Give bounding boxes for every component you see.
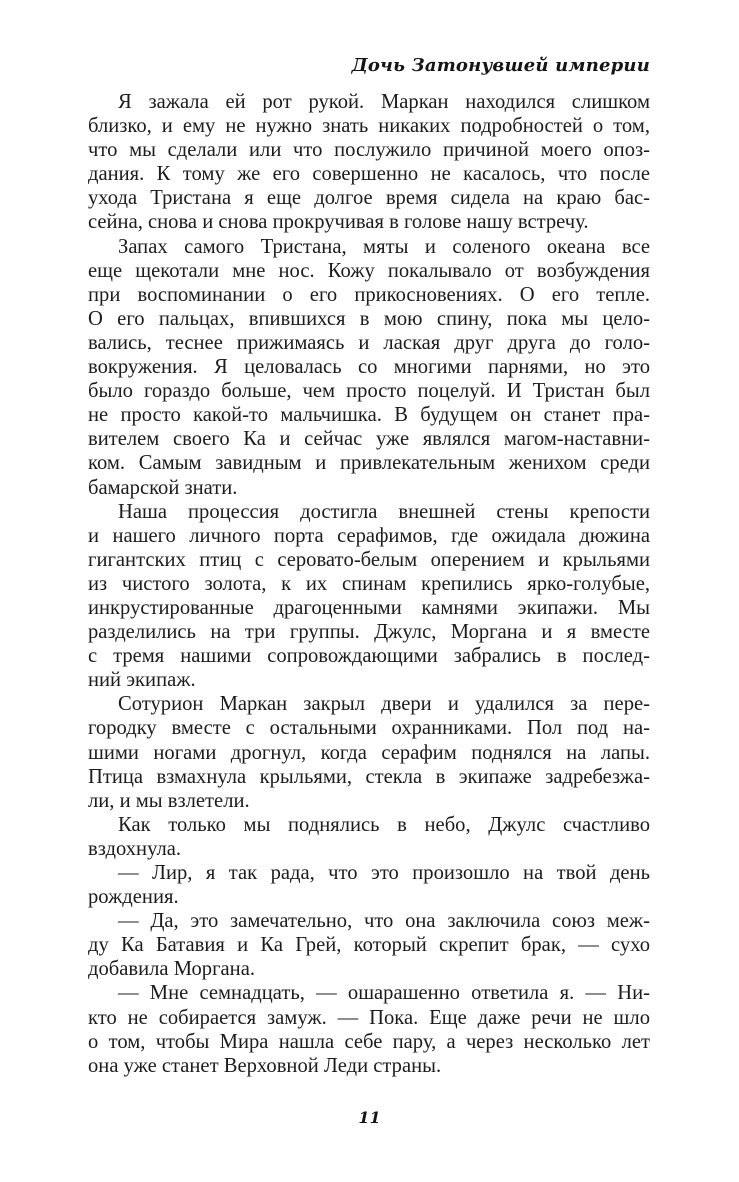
text-line: — Да, это замечательно, что она заключила союз меж- [118, 910, 650, 933]
text-line: Сотурион Маркан закрыл двери и удалился за пере- [118, 693, 650, 716]
text-line: добавила Моргана. [88, 958, 255, 981]
text-line: о том, чтобы Мира нашла себе пару, а через несколько лет [88, 1030, 650, 1053]
text-line: она уже станет Верховной Леди страны. [88, 1054, 442, 1077]
text-line: при воспоминании о его прикосновениях. О его тепле. [88, 283, 650, 306]
paragraph [88, 813, 650, 861]
paragraph [88, 861, 650, 909]
text-line: инкрустированные драгоценными камнями экипажи. Мы [88, 596, 650, 619]
text-line: Наша процессия достигла внешней стены крепости [118, 500, 650, 523]
text-line: дания. К тому же его совершенно не касалось, что после [88, 163, 650, 186]
text-line: вителем своего Ка и сейчас уже являлся магом-наставни- [88, 428, 650, 451]
text-line: близко, и ему не нужно знать никаких подробностей о том, [88, 115, 650, 138]
text-line: рождения. [88, 886, 179, 909]
paragraph [88, 500, 650, 693]
text-line: из чистого золота, к их спинам крепились ярко-голубые, [88, 572, 650, 595]
text-line: вокружения. Я целовалась со многими парнями, но это [88, 356, 650, 379]
text-line: — Лир, я так рада, что это произошло на твой день [118, 862, 650, 884]
text-line: ду Ка Батавия и Ка Грей, который скрепит брак, — сухо [88, 934, 650, 957]
text-line: ухода Тристана я еще долгое время сидела на краю бас- [88, 187, 650, 210]
text-line: было гораздо больше, чем просто поцелуй. И Тристан был [88, 380, 650, 403]
text-line: ний экипаж. [88, 669, 196, 692]
text-line: — Мне семнадцать, — ошарашенно ответила я. — Ни- [118, 982, 650, 1005]
text-line: ком. Самым завидным и привлекательным женихом среди [88, 452, 650, 475]
text-line: что мы сделали или что послужило причиной моего опоз- [88, 139, 650, 162]
text-line: Запах самого Тристана, мяты и соленого океана все [118, 235, 650, 258]
paragraph [88, 235, 650, 500]
text-line: бамарской знати. [88, 476, 238, 499]
text-line: кто не собирается замуж. — Пока. Еще даже речи не шло [88, 1006, 650, 1029]
text-line: шими ногами дрогнул, когда серафим поднялся на лапы. [88, 741, 650, 764]
paragraph [88, 981, 650, 1077]
text-line: разделились на три группы. Джулс, Моргана и я вместе [88, 621, 650, 644]
text-line: Птица взмахнула крыльями, стекла в экипаже задребезжа- [88, 765, 650, 788]
text-line: городку вместе с остальными охранниками. Пол под на- [88, 717, 650, 740]
text-line: ли, и мы взлетели. [88, 789, 250, 812]
text-line: Я зажала ей рот рукой. Маркан находился слишком [118, 91, 650, 113]
running-head-title: Дочь Затонувшей империи [351, 55, 650, 76]
text-line: и нашего личного порта серафимов, где ожидала дюжина [88, 524, 650, 547]
text-line: О его пальцах, впившихся в мою спину, пока мы цело- [88, 307, 650, 330]
text-line: вались, теснее прижимаясь и лаская друг друга до голо- [88, 331, 650, 354]
paragraph [88, 909, 650, 981]
page-number: 11 [358, 1108, 381, 1127]
text-line: с тремя нашими сопровождающими забрались в послед- [88, 645, 650, 668]
text-line: не просто какой-то мальчишка. В будущем он станет пра- [88, 404, 650, 427]
paragraph [88, 90, 650, 235]
text-line: еще щекотали мне нос. Кожу покалывало от возбуждения [88, 259, 650, 282]
text-line: Как только мы поднялись в небо, Джулс счастливо [118, 813, 650, 836]
text-line: вздохнула. [88, 837, 182, 860]
paragraph [88, 692, 650, 812]
text-line: гигантских птиц с сероватo-белым оперением и крыльями [88, 548, 650, 571]
text-line: сейна, снова и снова прокручивая в голове нашу встречу. [88, 211, 589, 234]
body-text [88, 90, 650, 1078]
